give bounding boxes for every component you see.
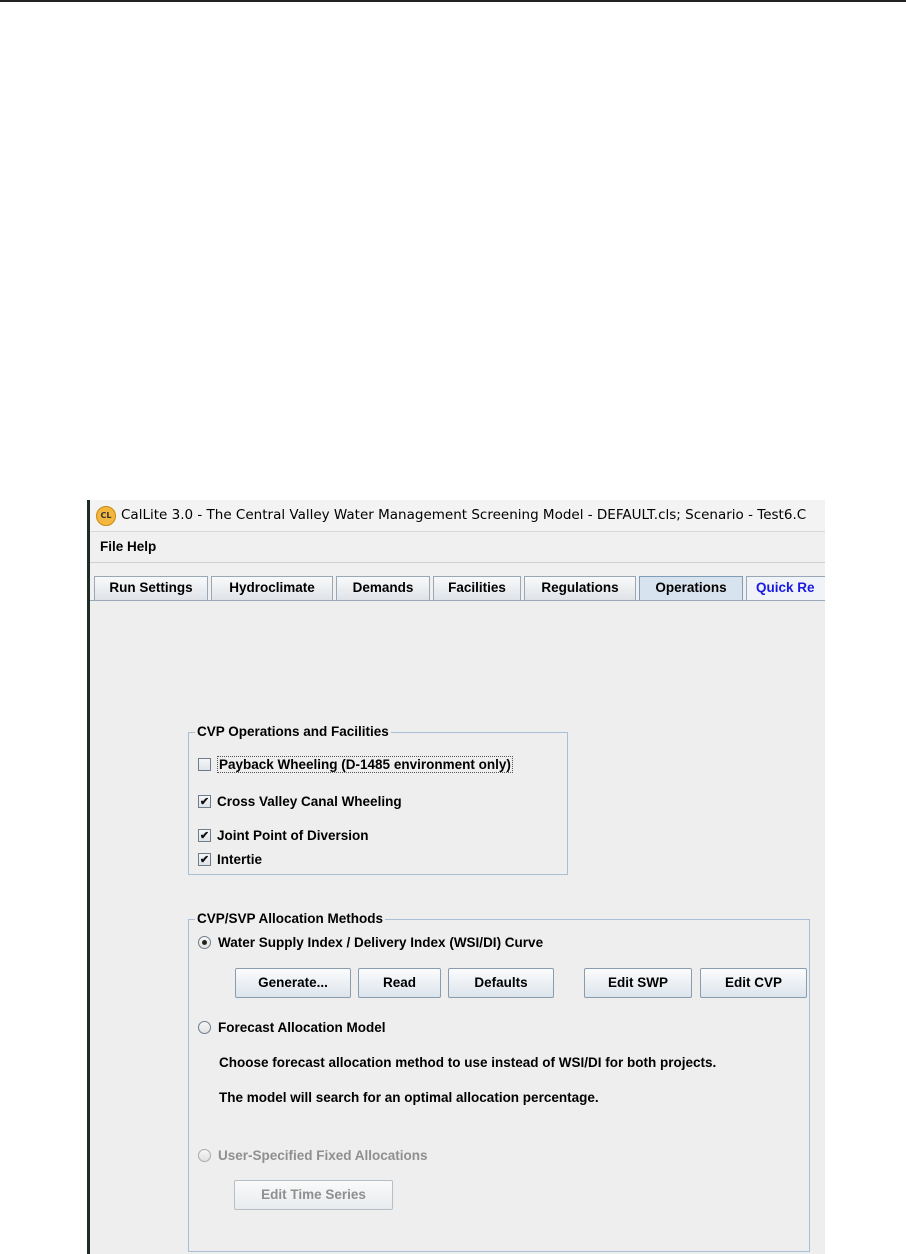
- edit-time-series-button[interactable]: Edit Time Series: [234, 1180, 393, 1210]
- intertie-checkbox[interactable]: [198, 849, 262, 869]
- tab-regulations[interactable]: Regulations: [524, 576, 636, 600]
- check-icon: ✔: [199, 853, 210, 866]
- menu-bar: [90, 531, 825, 563]
- payback-wheeling-label: Payback Wheeling (D-1485 environment only): [219, 756, 511, 772]
- payback-wheeling-checkbox[interactable]: [198, 754, 513, 774]
- radio-unselected-icon: [198, 1021, 211, 1034]
- defaults-button[interactable]: Defaults: [448, 968, 554, 998]
- joint-point-diversion-label: Joint Point of Diversion: [217, 827, 369, 843]
- edit-cvp-button[interactable]: Edit CVP: [700, 968, 807, 998]
- tab-quick-results[interactable]: Quick Re: [746, 576, 825, 600]
- operations-panel: [90, 601, 825, 1254]
- menu-file[interactable]: [100, 539, 123, 554]
- page-top-rule: [0, 0, 906, 2]
- allocation-methods-title: CVP/SVP Allocation Methods: [197, 911, 384, 926]
- menu-help[interactable]: [127, 539, 156, 554]
- tab-facilities[interactable]: Facilities: [433, 576, 521, 600]
- tab-hydroclimate[interactable]: Hydroclimate: [211, 576, 333, 600]
- cvp-operations-group: [188, 724, 568, 875]
- forecast-allocation-label: Forecast Allocation Model: [218, 1019, 386, 1035]
- menu-help-label: Help: [127, 539, 157, 554]
- wsi-di-radio[interactable]: [198, 932, 543, 952]
- checkbox-box: [198, 758, 211, 771]
- read-button[interactable]: Read: [358, 968, 441, 998]
- allocation-methods-group: [188, 911, 810, 1252]
- user-specified-allocations-label: User-Specified Fixed Allocations: [218, 1147, 428, 1163]
- cross-valley-canal-checkbox[interactable]: [198, 791, 402, 811]
- intertie-label: Intertie: [217, 851, 263, 867]
- tab-demands[interactable]: Demands: [336, 576, 430, 600]
- app-logo-icon: CL: [96, 506, 116, 526]
- generate-button[interactable]: Generate...: [235, 968, 351, 998]
- cvp-operations-title: CVP Operations and Facilities: [197, 724, 389, 739]
- window-title: CalLite 3.0 - The Central Valley Water Management Screening Model - DEFAULT.cls; Scenario - Test6.C: [121, 507, 807, 523]
- radio-selected-icon: [198, 936, 211, 949]
- tab-bar: [90, 576, 825, 601]
- app-window: [87, 500, 825, 1254]
- forecast-description-line1: Choose forecast allocation method to use instead of WSI/DI for both projects.: [219, 1055, 717, 1070]
- tab-run-settings[interactable]: Run Settings: [94, 576, 208, 600]
- title-bar: [90, 500, 825, 531]
- check-icon: ✔: [199, 829, 210, 842]
- forecast-allocation-radio[interactable]: [198, 1017, 386, 1037]
- user-specified-allocations-radio[interactable]: [198, 1145, 428, 1165]
- joint-point-diversion-checkbox[interactable]: [198, 825, 369, 845]
- menu-file-label: File: [100, 539, 124, 554]
- check-icon: ✔: [199, 795, 210, 808]
- forecast-description-line2: The model will search for an optimal allocation percentage.: [219, 1090, 599, 1105]
- cross-valley-canal-label: Cross Valley Canal Wheeling: [217, 793, 402, 809]
- tab-operations[interactable]: Operations: [639, 576, 743, 601]
- edit-swp-button[interactable]: Edit SWP: [584, 968, 692, 998]
- wsi-di-label: Water Supply Index / Delivery Index (WSI/DI) Curve: [218, 934, 544, 950]
- radio-disabled-icon: [198, 1149, 211, 1162]
